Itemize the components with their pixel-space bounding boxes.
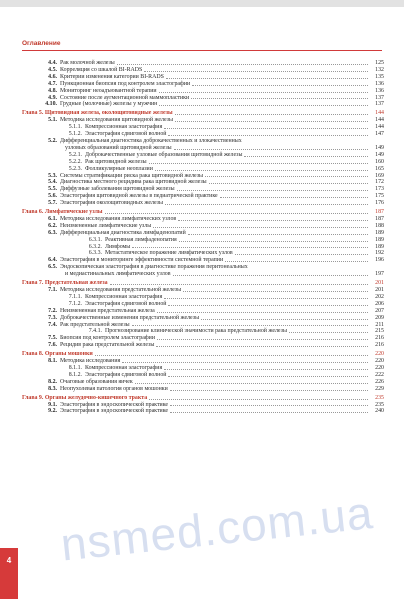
toc-page-number: 220 [375,351,384,358]
toc-page-number: 229 [375,385,384,392]
toc-number: 7.1.1. [68,293,82,300]
toc-page-number: 149 [375,144,384,151]
toc-row[interactable] [22,301,384,308]
toc-number: 6.2. [48,222,57,229]
toc-number: 5.7. [48,200,57,207]
toc-leader-dots [164,369,368,370]
toc-leader-dots [144,71,368,72]
toc-number: 6.3. [48,229,57,236]
toc-title: Пункционная биопсия под контролем эластографии [60,80,191,87]
toc-title: Дифференциальная диагностика доброкачественных и злокачественных [60,137,242,144]
toc-number: 7.3. [48,314,57,321]
toc-number: 7.2. [48,307,57,314]
toc-page-number: 137 [375,94,384,101]
toc-number: 8.2. [48,378,57,385]
toc-page-number: 235 [375,401,384,408]
section-header: Оглавление [22,40,382,51]
toc-title: Фолликулярные неоплазии [85,165,153,172]
toc-number: 4.10. [45,101,57,108]
toc-page-number: 196 [375,257,384,264]
toc-page-number: 137 [375,101,384,108]
toc-title: Доброкачественные узловые образования щитовидной железы [85,151,243,158]
toc-title: Дифференциальная диагностика лимфаденопатий [60,229,186,236]
toc-page-number: 215 [375,328,384,335]
toc-row[interactable] [22,200,384,207]
toc-row[interactable] [22,117,384,124]
toc-row[interactable] [22,159,384,166]
toc-number: 4.6. [48,73,57,80]
toc-title: узловых образований щитовидной железы [65,144,172,151]
toc-page-number: 136 [375,80,384,87]
toc-leader-dots [168,305,368,306]
toc-number: 5.2.3. [68,165,82,172]
toc-title: Эластография в эндоскопической практике [60,408,169,415]
toc-title: Реактивная лимфаденопатия [105,236,177,243]
toc-page-number: 201 [375,280,384,287]
toc-row[interactable] [22,315,384,322]
toc-number: 5.5. [48,186,57,193]
toc-leader-dots [178,220,368,221]
toc-number: 5.2.2. [68,158,82,165]
toc-title: Лимфомы [105,243,131,250]
toc-leader-dots [122,362,368,363]
toc-leader-dots [159,92,368,93]
toc-chapter-row[interactable] [22,395,384,402]
toc-title: Компрессионная эластография [85,293,163,300]
toc-page-number: 197 [375,271,384,278]
toc-title: и медиастинальных лимфатических узлов [65,271,171,278]
toc-title: Эндоскопическая эластография в диагностике поражения перитонеальных [60,264,248,271]
toc-title: Эластография сдвиговой волной [85,300,167,307]
toc-leader-dots [175,121,368,122]
toc-page-number: 222 [375,371,384,378]
toc-leader-dots [183,291,368,292]
toc-leader-dots [205,176,368,177]
toc-leader-dots [177,190,368,191]
toc-number: 5.2.1. [68,151,82,158]
toc-number: 6.1. [48,215,57,222]
toc-row[interactable] [22,294,384,301]
toc-title: Компрессионная эластография [85,364,163,371]
toc-leader-dots [110,284,368,285]
toc-row[interactable] [22,308,384,315]
toc-title: Биопсия под контролем эластографии [60,335,155,342]
toc-number: Глава 5. [22,110,44,117]
toc-page-number: 175 [375,193,384,200]
toc-row[interactable] [22,101,384,108]
toc-number: 6.3.1. [88,236,102,243]
toc-page-number: 240 [375,408,384,415]
toc-leader-dots [168,135,368,136]
toc-page-number: 211 [375,321,384,328]
toc-title: Неизмененные лимфатические узлы [60,222,152,229]
toc-leader-dots [225,261,368,262]
toc-row[interactable] [22,60,384,67]
toc-page-number: 206 [375,300,384,307]
toc-number: 4.9. [48,94,57,101]
toc-title: Диффузные заболевания щитовидной железы [60,186,175,193]
toc-title: Предстательная железа [43,280,108,287]
toc-row[interactable] [22,358,384,365]
toc-title: Очаговые образования яичек [60,378,133,385]
toc-title: Эластография сдвиговой волной [85,131,167,138]
toc-title: Органы мошонки [43,351,93,358]
toc-row[interactable] [22,271,384,278]
toc-leader-dots [105,213,369,214]
toc-title: Эластография в мониторинге эффективности системной терапии [60,257,224,264]
toc-leader-dots [170,405,368,406]
toc-leader-dots [117,64,368,65]
toc-number: 5.4. [48,179,57,186]
toc-leader-dots [135,383,368,384]
toc-title: Эластография в эндоскопической практике [60,401,169,408]
toc-title: Методика исследования предстательной железы [60,287,182,293]
toc-page-number: 176 [375,200,384,207]
toc-page-number: 144 [375,124,384,131]
toc-leader-dots [157,312,368,313]
toc-number: 6.3.3. [88,250,102,257]
toc-leader-dots [173,275,368,276]
toc-row[interactable] [22,372,384,379]
toc-number: 7.6. [48,342,57,349]
toc-page-number: 235 [375,394,384,401]
toc-page-number: 226 [375,378,384,385]
toc-leader-dots [209,183,368,184]
toc-row[interactable] [22,230,384,237]
toc-title: Рецидив рака предстательной железы [60,342,155,349]
toc-row[interactable] [22,74,384,81]
toc-title: Органы желудочно-кишечного тракта [43,394,148,401]
toc-title: Лимфатические узлы [43,209,103,216]
toc-row[interactable] [22,67,384,74]
toc-page-number: 216 [375,335,384,342]
toc-page-number: 169 [375,172,384,179]
toc-number: 7.4.1. [88,328,102,335]
toc-leader-dots [165,204,368,205]
toc-row[interactable] [22,216,384,223]
toc-title: Корреляция со шкалой BI-RADS [60,66,143,73]
toc-page-number: 149 [375,151,384,158]
toc-page-number: 160 [375,158,384,165]
toc-title: Неопухолевая патология органов мошонки [60,385,168,392]
toc-chapter-row[interactable] [22,280,384,287]
toc-number: 4.8. [48,87,57,94]
toc-page-number: 132 [375,66,384,73]
toc-row[interactable] [22,88,384,95]
toc-page-number: 189 [375,243,384,250]
toc-leader-dots [168,376,368,377]
toc-leader-dots [164,298,368,299]
toc-leader-dots [149,163,368,164]
toc-page-number: 187 [375,215,384,222]
toc-leader-dots [220,197,368,198]
toc-page-number: 192 [375,250,384,257]
toc-number: Глава 8. [22,351,44,358]
toc-leader-dots [156,346,368,347]
toc-number: 7.1.2. [68,300,82,307]
toc-leader-dots [132,325,368,326]
toc-page-number: 136 [375,87,384,94]
toc-page-number: 189 [375,229,384,236]
toc-page-number: 216 [375,342,384,349]
toc-number: 9.1. [48,401,57,408]
toc-page-number: 165 [375,165,384,172]
toc-page-number: 188 [375,222,384,229]
toc-leader-dots [157,339,368,340]
top-gray-band [0,0,404,7]
toc-title: Методика исследования [60,358,121,365]
toc-title: Рак предстательной железы [60,321,130,328]
toc-number: 6.3.2. [88,243,102,250]
toc-title: Доброкачественные изменения предстательной железы [60,314,200,321]
toc-title: Мониторинг неоадъювантной терапии [60,87,157,94]
toc-page-number: 189 [375,236,384,243]
toc-title: Рак щитовидной железы [85,158,147,165]
toc-page-number: 202 [375,293,384,300]
toc-page-number: 201 [375,287,384,293]
toc-leader-dots [174,149,368,150]
toc-leader-dots [155,170,368,171]
toc-leader-dots [289,332,368,333]
toc-row[interactable] [22,145,384,152]
toc-title: Системы стратификации риска рака щитовидной железы [60,172,204,179]
toc-title: Эластография околощитовидных железы [60,200,163,207]
toc-title: Прогнозирование клинической значимости рака предстательной железы [105,328,287,335]
toc-leader-dots [95,355,368,356]
toc-row[interactable] [22,166,384,173]
toc-row[interactable] [22,131,384,138]
toc-row[interactable] [22,138,384,145]
toc-title: Грудные (молочные) железы у мужчин [60,101,158,108]
toc-page-number: 172 [375,179,384,186]
toc-title: Метастатическое поражение лимфатических узлов [105,250,233,257]
toc-number: 8.1. [48,358,57,365]
toc-row[interactable] [22,237,384,244]
toc-number: 8.3. [48,385,57,392]
toc-leader-dots [244,156,368,157]
toc-row[interactable] [22,386,384,393]
toc-number: 5.1.2. [68,131,82,138]
toc-number: 4.7. [48,80,57,87]
toc-leader-dots [191,98,368,99]
toc-row[interactable] [22,365,384,372]
toc-title: Эластография щитовидной железы в педиатрической практике [60,193,218,200]
toc-number: 8.1.1. [68,364,82,371]
toc-page-number: 220 [375,364,384,371]
toc-row[interactable] [22,124,384,131]
toc-leader-dots [166,78,368,79]
toc-number: 9.2. [48,408,57,415]
toc-row[interactable] [22,379,384,386]
toc-number: 5.1.1. [68,124,82,131]
toc-leader-dots [153,227,368,228]
watermark: nsmed.com.ua [58,486,376,571]
toc-leader-dots [132,247,368,248]
toc-page-number: 209 [375,314,384,321]
toc-row[interactable] [22,287,384,294]
toc-leader-dots [188,234,368,235]
toc-number: Глава 9. [22,394,44,401]
toc-number: 5.1. [48,117,57,124]
toc-number: 6.4. [48,257,57,264]
toc-page-number: 125 [375,60,384,66]
toc-row[interactable] [22,342,384,349]
toc-leader-dots [159,105,368,106]
toc-page-number: 173 [375,186,384,193]
toc-row[interactable] [22,152,384,159]
toc-title: Эластография сдвиговой волной [85,371,167,378]
toc-title: Состояние после аугментационной маммопластики [60,94,190,101]
toc-chapter-row[interactable] [22,351,384,358]
toc-page-number: 220 [375,358,384,365]
toc-leader-dots [235,254,368,255]
toc-leader-dots [164,128,368,129]
toc-row[interactable] [22,408,384,415]
toc-title: Методика исследования щитовидной железы [60,117,173,124]
toc-number: 7.5. [48,335,57,342]
toc-title: Щитовидная железа, околощитовидные железы [43,110,173,117]
toc-leader-dots [170,390,368,391]
toc-title: Методика исследования лимфатических узлов [60,215,177,222]
toc-leader-dots [201,319,368,320]
toc-chapter-row[interactable] [22,209,384,216]
toc-number: Глава 7. [22,280,44,287]
toc-leader-dots [175,114,368,115]
table-of-contents [22,60,384,415]
toc-title: Неизмененная предстательная железа [60,307,155,314]
toc-page-number: 187 [375,209,384,216]
toc-page-number: 135 [375,73,384,80]
toc-page-number: 144 [375,117,384,124]
page-number: 4 [6,556,12,565]
toc-leader-dots [149,399,368,400]
toc-number: 8.1.2. [68,371,82,378]
toc-leader-dots [192,85,368,86]
toc-title: Диагностика местного рецидива рака щитовидной железы [60,179,207,186]
toc-page-number: 207 [375,307,384,314]
toc-number: 7.4. [48,321,57,328]
toc-title: Рак молочной железы [60,60,115,66]
toc-number: 6.5. [48,264,57,271]
toc-number: 5.2. [48,137,57,144]
toc-number: 5.3. [48,172,57,179]
toc-number: 4.5. [48,66,57,73]
toc-number: 7.1. [48,287,57,293]
toc-leader-dots [170,412,368,413]
toc-number: 5.6. [48,193,57,200]
toc-title: Компрессионная эластография [85,124,163,131]
toc-row[interactable] [22,81,384,88]
toc-leader-dots [179,241,368,242]
toc-page-number: 147 [375,131,384,138]
toc-title: Критерии изменения категории BI-RADS [60,73,164,80]
toc-page-number: 144 [375,110,384,117]
toc-number: 4.4. [48,60,57,66]
toc-number: Глава 6. [22,209,44,216]
toc-row[interactable] [22,223,384,230]
